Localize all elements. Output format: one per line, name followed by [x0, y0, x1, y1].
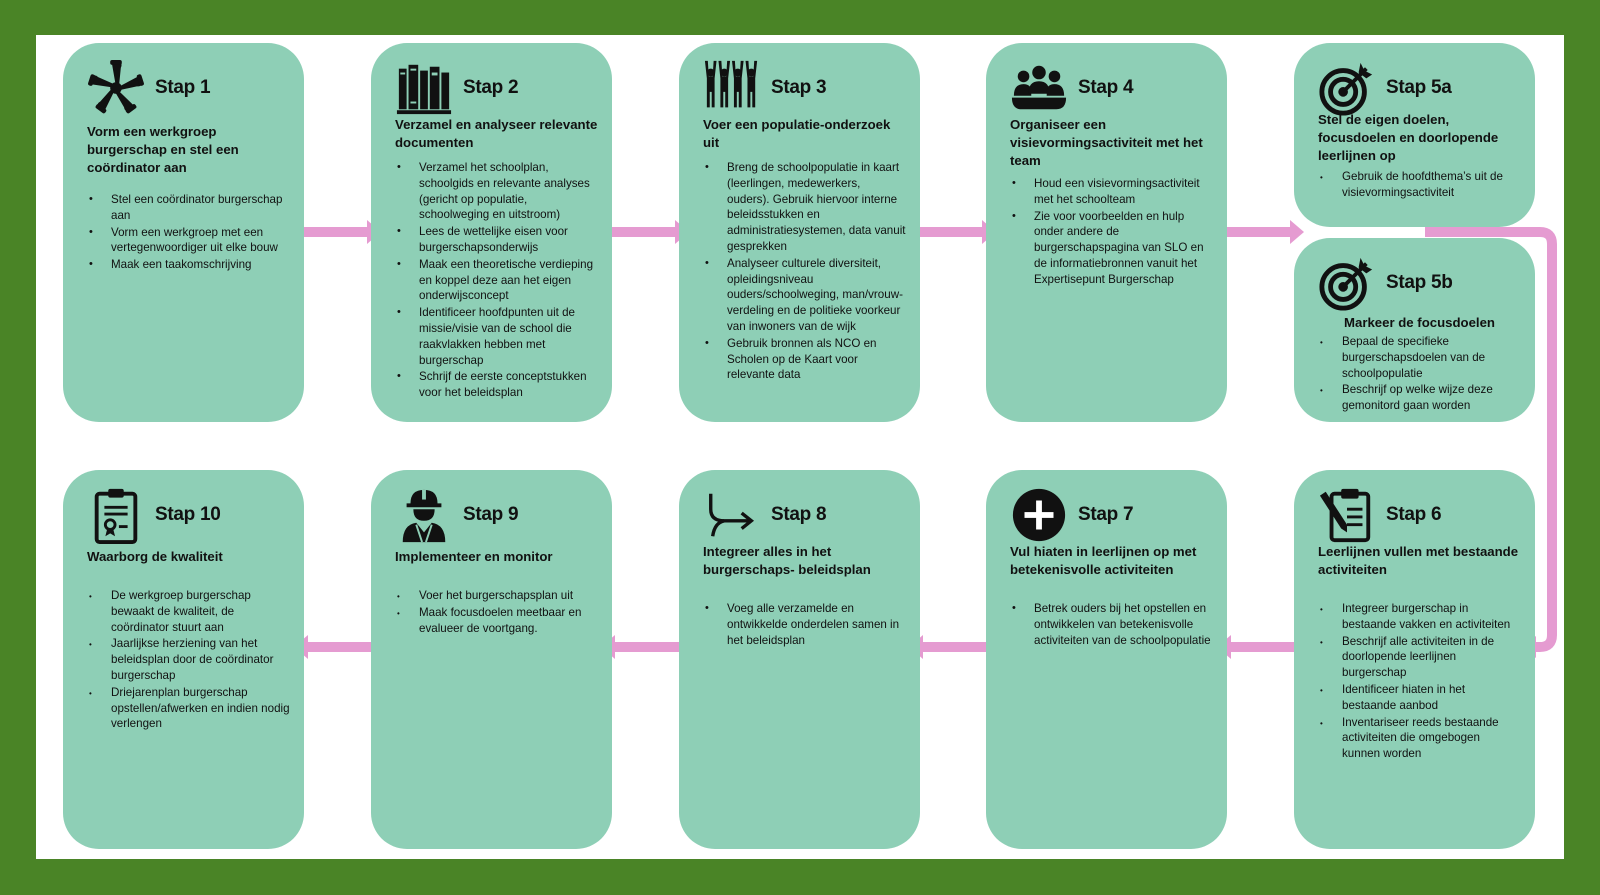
- step-action-item: • Vorm een werkgroep met een vertegenwoordiger uit elke bouw: [111, 225, 290, 257]
- step-action-list: [1010, 601, 1213, 648]
- step-action-item: • Maak een taakomschrijving: [111, 257, 290, 273]
- step-header: [1318, 254, 1528, 312]
- step-label: Stap 7: [1078, 504, 1134, 525]
- step-label: Stap 4: [1078, 77, 1134, 98]
- step-action-item: • Beschrijf op welke wijze deze gemonitord gaan worden: [1342, 382, 1521, 414]
- team-meeting-icon: [1010, 59, 1068, 117]
- step-title: Integreer alles in het burgerschaps- beleidsplan: [703, 544, 871, 577]
- step-action-item: • Jaarlijkse herziening van het beleidsplan door de coördinator burgerschap: [111, 636, 290, 683]
- step-body: [1010, 116, 1213, 289]
- books-icon: [395, 59, 453, 117]
- certificate-clipboard-icon: [87, 486, 145, 544]
- step-card-3: [679, 43, 920, 422]
- step-action-list: [1010, 176, 1213, 288]
- step-action-item: • Schrijf de eerste conceptstukken voor het beleidsplan: [419, 369, 598, 401]
- step-action-list: [395, 588, 598, 636]
- step-body: [1318, 111, 1521, 202]
- step-card-7: [986, 470, 1227, 849]
- step-label: Stap 1: [155, 77, 211, 98]
- step-header: [87, 486, 297, 544]
- step-action-list: [87, 192, 290, 273]
- step-body: [1010, 543, 1213, 649]
- step-action-list: [703, 160, 906, 383]
- step-card-8: [679, 470, 920, 849]
- step-label: Stap 6: [1386, 504, 1442, 525]
- step-card-9: [371, 470, 612, 849]
- step-body: [703, 543, 906, 649]
- step-action-item: • Gebruik de hoofdthema’s uit de visievormingsactiviteit: [1342, 169, 1521, 201]
- plus-circle-icon: [1010, 486, 1068, 544]
- step-body: [1318, 314, 1521, 415]
- step-card-1: [63, 43, 304, 422]
- step-header: [395, 486, 605, 544]
- step-action-list: [1318, 601, 1521, 762]
- step-card-5b: [1294, 238, 1535, 422]
- step-header: [1318, 59, 1528, 117]
- hands-together-icon: [87, 59, 145, 117]
- step-title: Organiseer een visievormingsactiviteit met het team: [1010, 117, 1203, 168]
- step-action-item: • Breng de schoolpopulatie in kaart (leerlingen, medewerkers, ouders). Gebruik hiervoor interne beleidsstukken en administratiesystemen, data vanuit gesprekken: [727, 160, 906, 255]
- step-action-item: • Verzamel het schoolplan, schoolgids en relevante analyses (gericht op populatie, schoolweging en uitstroom): [419, 160, 598, 223]
- step-card-5a: [1294, 43, 1535, 227]
- step-label: Stap 3: [771, 77, 827, 98]
- step-action-item: • Gebruik bronnen als NCO en Scholen op de Kaart voor relevante data: [727, 336, 906, 383]
- step-action-item: • Zie voor voorbeelden en hulp onder andere de burgerschapspagina van SLO en de informatiebronnen vanuit het Expertisepunt Burgerschap: [1034, 209, 1213, 288]
- step-title: Waarborg de kwaliteit: [87, 549, 223, 564]
- step-action-item: • Identificeer hoofdpunten uit de missie/visie van de school die raakvlakken hebben met burgerschap: [419, 305, 598, 368]
- step-card-4: [986, 43, 1227, 422]
- step-action-item: • Integreer burgerschap in bestaande vakken en activiteiten: [1342, 601, 1521, 633]
- step-action-list: [1318, 169, 1521, 201]
- step-card-10: [63, 470, 304, 849]
- step-title: Voer een populatie-onderzoek uit: [703, 117, 891, 150]
- step-action-list: [395, 160, 598, 401]
- step-title: Verzamel en analyseer relevante documenten: [395, 117, 598, 150]
- step-action-item: • Inventariseer reeds bestaande activiteiten die omgebogen kunnen worden: [1342, 715, 1521, 762]
- target-icon: [1318, 254, 1376, 312]
- step-action-item: • Maak een theoretische verdieping en koppel deze aan het eigen onderwijsconcept: [419, 257, 598, 304]
- step-header: [1010, 486, 1220, 544]
- construction-worker-icon: [395, 486, 453, 544]
- step-action-item: • Identificeer hiaten in het bestaande aanbod: [1342, 682, 1521, 714]
- step-title: Markeer de focusdoelen: [1344, 315, 1495, 330]
- step-action-list: [1318, 334, 1521, 414]
- step-header: [395, 59, 605, 117]
- merge-arrow-icon: [703, 486, 761, 544]
- step-action-item: • Stel een coördinator burgerschap aan: [111, 192, 290, 224]
- step-action-item: • Bepaal de specifieke burgerschapsdoelen van de schoolpopulatie: [1342, 334, 1521, 381]
- step-body: [87, 548, 290, 733]
- people-cheering-icon: [703, 59, 761, 117]
- step-label: Stap 5b: [1386, 272, 1453, 293]
- step-header: [1010, 59, 1220, 117]
- step-body: [395, 116, 598, 402]
- step-header: [87, 59, 297, 117]
- step-action-item: • Voer het burgerschapsplan uit: [419, 588, 598, 604]
- step-card-6: [1294, 470, 1535, 849]
- step-title: Stel de eigen doelen, focusdoelen en doorlopende leerlijnen op: [1318, 112, 1499, 163]
- step-header: [703, 486, 913, 544]
- step-title: Leerlijnen vullen met bestaande activiteiten: [1318, 544, 1519, 577]
- step-action-list: [87, 588, 290, 732]
- step-title: Implementeer en monitor: [395, 549, 553, 564]
- step-body: [703, 116, 906, 384]
- step-body: [87, 123, 290, 274]
- step-card-2: [371, 43, 612, 422]
- step-action-item: • Analyseer culturele diversiteit, opleidingsniveau ouders/schoolweging, man/vrouw-verdeling en de politieke voorkeur van inwoners van de wijk: [727, 256, 906, 335]
- step-header: [1318, 486, 1528, 544]
- step-action-item: • De werkgroep burgerschap bewaakt de kwaliteit, de coördinator stuurt aan: [111, 588, 290, 635]
- step-label: Stap 10: [155, 504, 221, 525]
- step-title: Vorm een werkgroep burgerschap en stel een coördinator aan: [87, 124, 239, 175]
- step-action-item: • Voeg alle verzamelde en ontwikkelde onderdelen samen in het beleidsplan: [727, 601, 906, 648]
- step-label: Stap 8: [771, 504, 827, 525]
- target-icon: [1318, 59, 1376, 117]
- step-body: [395, 548, 598, 637]
- clipboard-pencil-icon: [1318, 486, 1376, 544]
- step-action-item: • Houd een visievormingsactiviteit met het schoolteam: [1034, 176, 1213, 208]
- step-body: [1318, 543, 1521, 763]
- step-title: Vul hiaten in leerlijnen op met betekenisvolle activiteiten: [1010, 544, 1197, 577]
- step-action-item: • Lees de wettelijke eisen voor burgerschapsonderwijs: [419, 224, 598, 256]
- step-action-item: • Driejarenplan burgerschap opstellen/afwerken en indien nodig verlengen: [111, 685, 290, 732]
- step-action-item: • Maak focusdoelen meetbaar en evalueer de voortgang.: [419, 605, 598, 637]
- step-label: Stap 9: [463, 504, 519, 525]
- step-action-item: • Betrek ouders bij het opstellen en ontwikkelen van betekenisvolle activiteiten van de schoolpopulatie: [1034, 601, 1213, 648]
- step-header: [703, 59, 913, 117]
- step-label: Stap 2: [463, 77, 519, 98]
- step-label: Stap 5a: [1386, 77, 1452, 98]
- step-action-item: • Beschrijf alle activiteiten in de doorlopende leerlijnen burgerschap: [1342, 634, 1521, 681]
- step-action-list: [703, 601, 906, 648]
